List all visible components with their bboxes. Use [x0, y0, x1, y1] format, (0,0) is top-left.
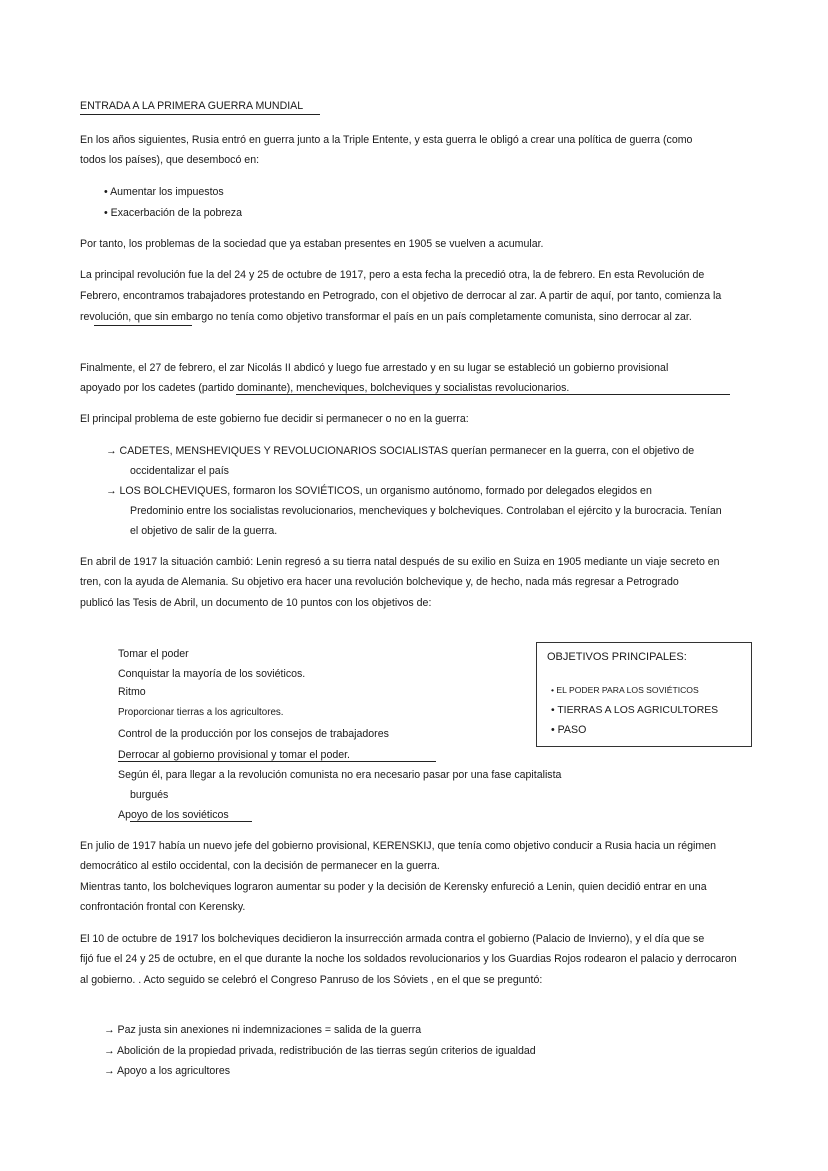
- july-line-2: democrático al estilo occidental, con la decisión de permanecer en la guerra.: [80, 860, 440, 872]
- objectives-title: OBJETIVOS PRINCIPALES:: [547, 651, 687, 663]
- arrow-item: → Abolición de la propiedad privada, redistribución de las tierras según criterios de igualdad: [104, 1045, 536, 1057]
- thesis-item-cont: burgués: [130, 789, 169, 801]
- title-underline: [80, 114, 320, 115]
- thesis-item: Derrocar al gobierno provisional y tomar el poder.: [118, 749, 351, 761]
- thesis-item: Control de la producción por los consejos de trabajadores: [118, 728, 389, 740]
- objective-item: • PASO: [551, 724, 587, 736]
- bullet-item: • Aumentar los impuestos: [104, 186, 224, 198]
- july-line-1: En julio de 1917 había un nuevo jefe del gobierno provisional, KERENSKIJ, que tenía como objetivo conducir a Rusia hacia un régimen: [80, 840, 717, 852]
- arrow-item: → Apoyo a los agricultores: [104, 1065, 231, 1077]
- july-line-3: Mientras tanto, los bolcheviques lograron aumentar su poder y la decisión de Kerensky enfureció a Lenin, quien decidió entrar en una: [80, 881, 707, 893]
- october-line-2: fijó fue el 24 y 25 de octubre, en el que durante la noche los soldados revolucionarios y los Guardias Rojos rodearon el palacio y derrocaron: [80, 953, 737, 965]
- july-line-4: confrontación frontal con Kerensky.: [80, 901, 246, 913]
- revolution-line-3: revolución, que sin embargo no tenía como objetivo transformar el país en un país completamente comunista, sino derrocar al zar.: [80, 311, 692, 323]
- thesis-item: Proporcionar tierras a los agricultores.: [118, 707, 284, 718]
- objective-item: • TIERRAS A LOS AGRICULTORES: [551, 705, 719, 716]
- intro-line-2: todos los países), que desembocó en:: [80, 154, 260, 166]
- handwritten-underline: [118, 761, 436, 762]
- thesis-item: Conquistar la mayoría de los soviéticos.: [118, 668, 306, 680]
- arrow-item-bolsheviks-cont: Predominio entre los socialistas revolucionarios, mencheviques y bolcheviques. Controlaban el ejército y la burocracia. Tenían: [130, 505, 722, 517]
- arrow-item-bolsheviks-cont: el objetivo de salir de la guerra.: [130, 525, 278, 537]
- page-title: ENTRADA A LA PRIMERA GUERRA MUNDIAL: [80, 100, 304, 112]
- arrow-item-cadets: → CADETES, MENSHEVIQUES Y REVOLUCIONARIOS SOCIALISTAS querían permanecer en la guerra, con el objetivo de: [106, 445, 695, 457]
- arrow-item-bolsheviks: → LOS BOLCHEVIQUES, formaron los SOVIÉTICOS, un organismo autónomo, formado por delegados elegidos en: [106, 485, 652, 497]
- handwritten-underline: [236, 394, 730, 395]
- handwritten-underline: [130, 821, 252, 822]
- objective-item: • EL PODER PARA LOS SOVIÉTICOS: [551, 685, 699, 695]
- revolution-line-1: La principal revolución fue la del 24 y 25 de octubre de 1917, pero a esta fecha la precedió otra, la de febrero. En esta Revolución de: [80, 269, 705, 281]
- april-line-2: tren, con la ayuda de Alemania. Su objetivo era hacer una revolución bolchevique y, de hecho, nada más regresar a Petrogrado: [80, 576, 679, 588]
- thesis-item: Según él, para llegar a la revolución comunista no era necesario pasar por una fase capitalista: [118, 769, 562, 781]
- thesis-item: Apoyo de los soviéticos: [118, 809, 229, 821]
- thesis-item: Tomar el poder: [118, 648, 189, 660]
- finally-line-1: Finalmente, el 27 de febrero, el zar Nicolás II abdicó y luego fue arrestado y en su lugar se estableció un gobierno provisional: [80, 362, 669, 374]
- paragraph-1905: Por tanto, los problemas de la sociedad que ya estaban presentes en 1905 se vuelven a acumular.: [80, 238, 544, 250]
- arrow-item: → Paz justa sin anexiones ni indemnizaciones = salida de la guerra: [104, 1024, 422, 1036]
- intro-line-1: En los años siguientes, Rusia entró en guerra junto a la Triple Entente, y esta guerra le obligó a crear una política de guerra (como: [80, 134, 693, 146]
- october-line-1: El 10 de octubre de 1917 los bolcheviques decidieron la insurrección armada contra el gobierno (Palacio de Invierno), y el día que se: [80, 933, 705, 945]
- revolution-line-2: Febrero, encontramos trabajadores protestando en Petrogrado, con el objetivo de derrocar al zar. A partir de aquí, por tanto, comienza la: [80, 290, 722, 302]
- handwritten-underline: [94, 325, 192, 326]
- bullet-item: • Exacerbación de la pobreza: [104, 207, 242, 219]
- finally-line-2: apoyado por los cadetes (partido dominante), mencheviques, bolcheviques y socialistas revolucionarios.: [80, 382, 570, 394]
- october-line-3: al gobierno. . Acto seguido se celebró el Congreso Panruso de los Sóviets , en el que se preguntó:: [80, 974, 543, 986]
- problem-paragraph: El principal problema de este gobierno fue decidir si permanecer o no en la guerra:: [80, 413, 469, 425]
- arrow-item-cadets-cont: occidentalizar el país: [130, 465, 229, 477]
- thesis-item: Ritmo: [118, 686, 146, 698]
- april-line-1: En abril de 1917 la situación cambió: Lenin regresó a su tierra natal después de su exilio en Suiza en 1905 mediante un viaje secreto en: [80, 556, 720, 568]
- april-line-3: publicó las Tesis de Abril, un documento de 10 puntos con los objetivos de:: [80, 597, 432, 609]
- objectives-box: [536, 642, 752, 747]
